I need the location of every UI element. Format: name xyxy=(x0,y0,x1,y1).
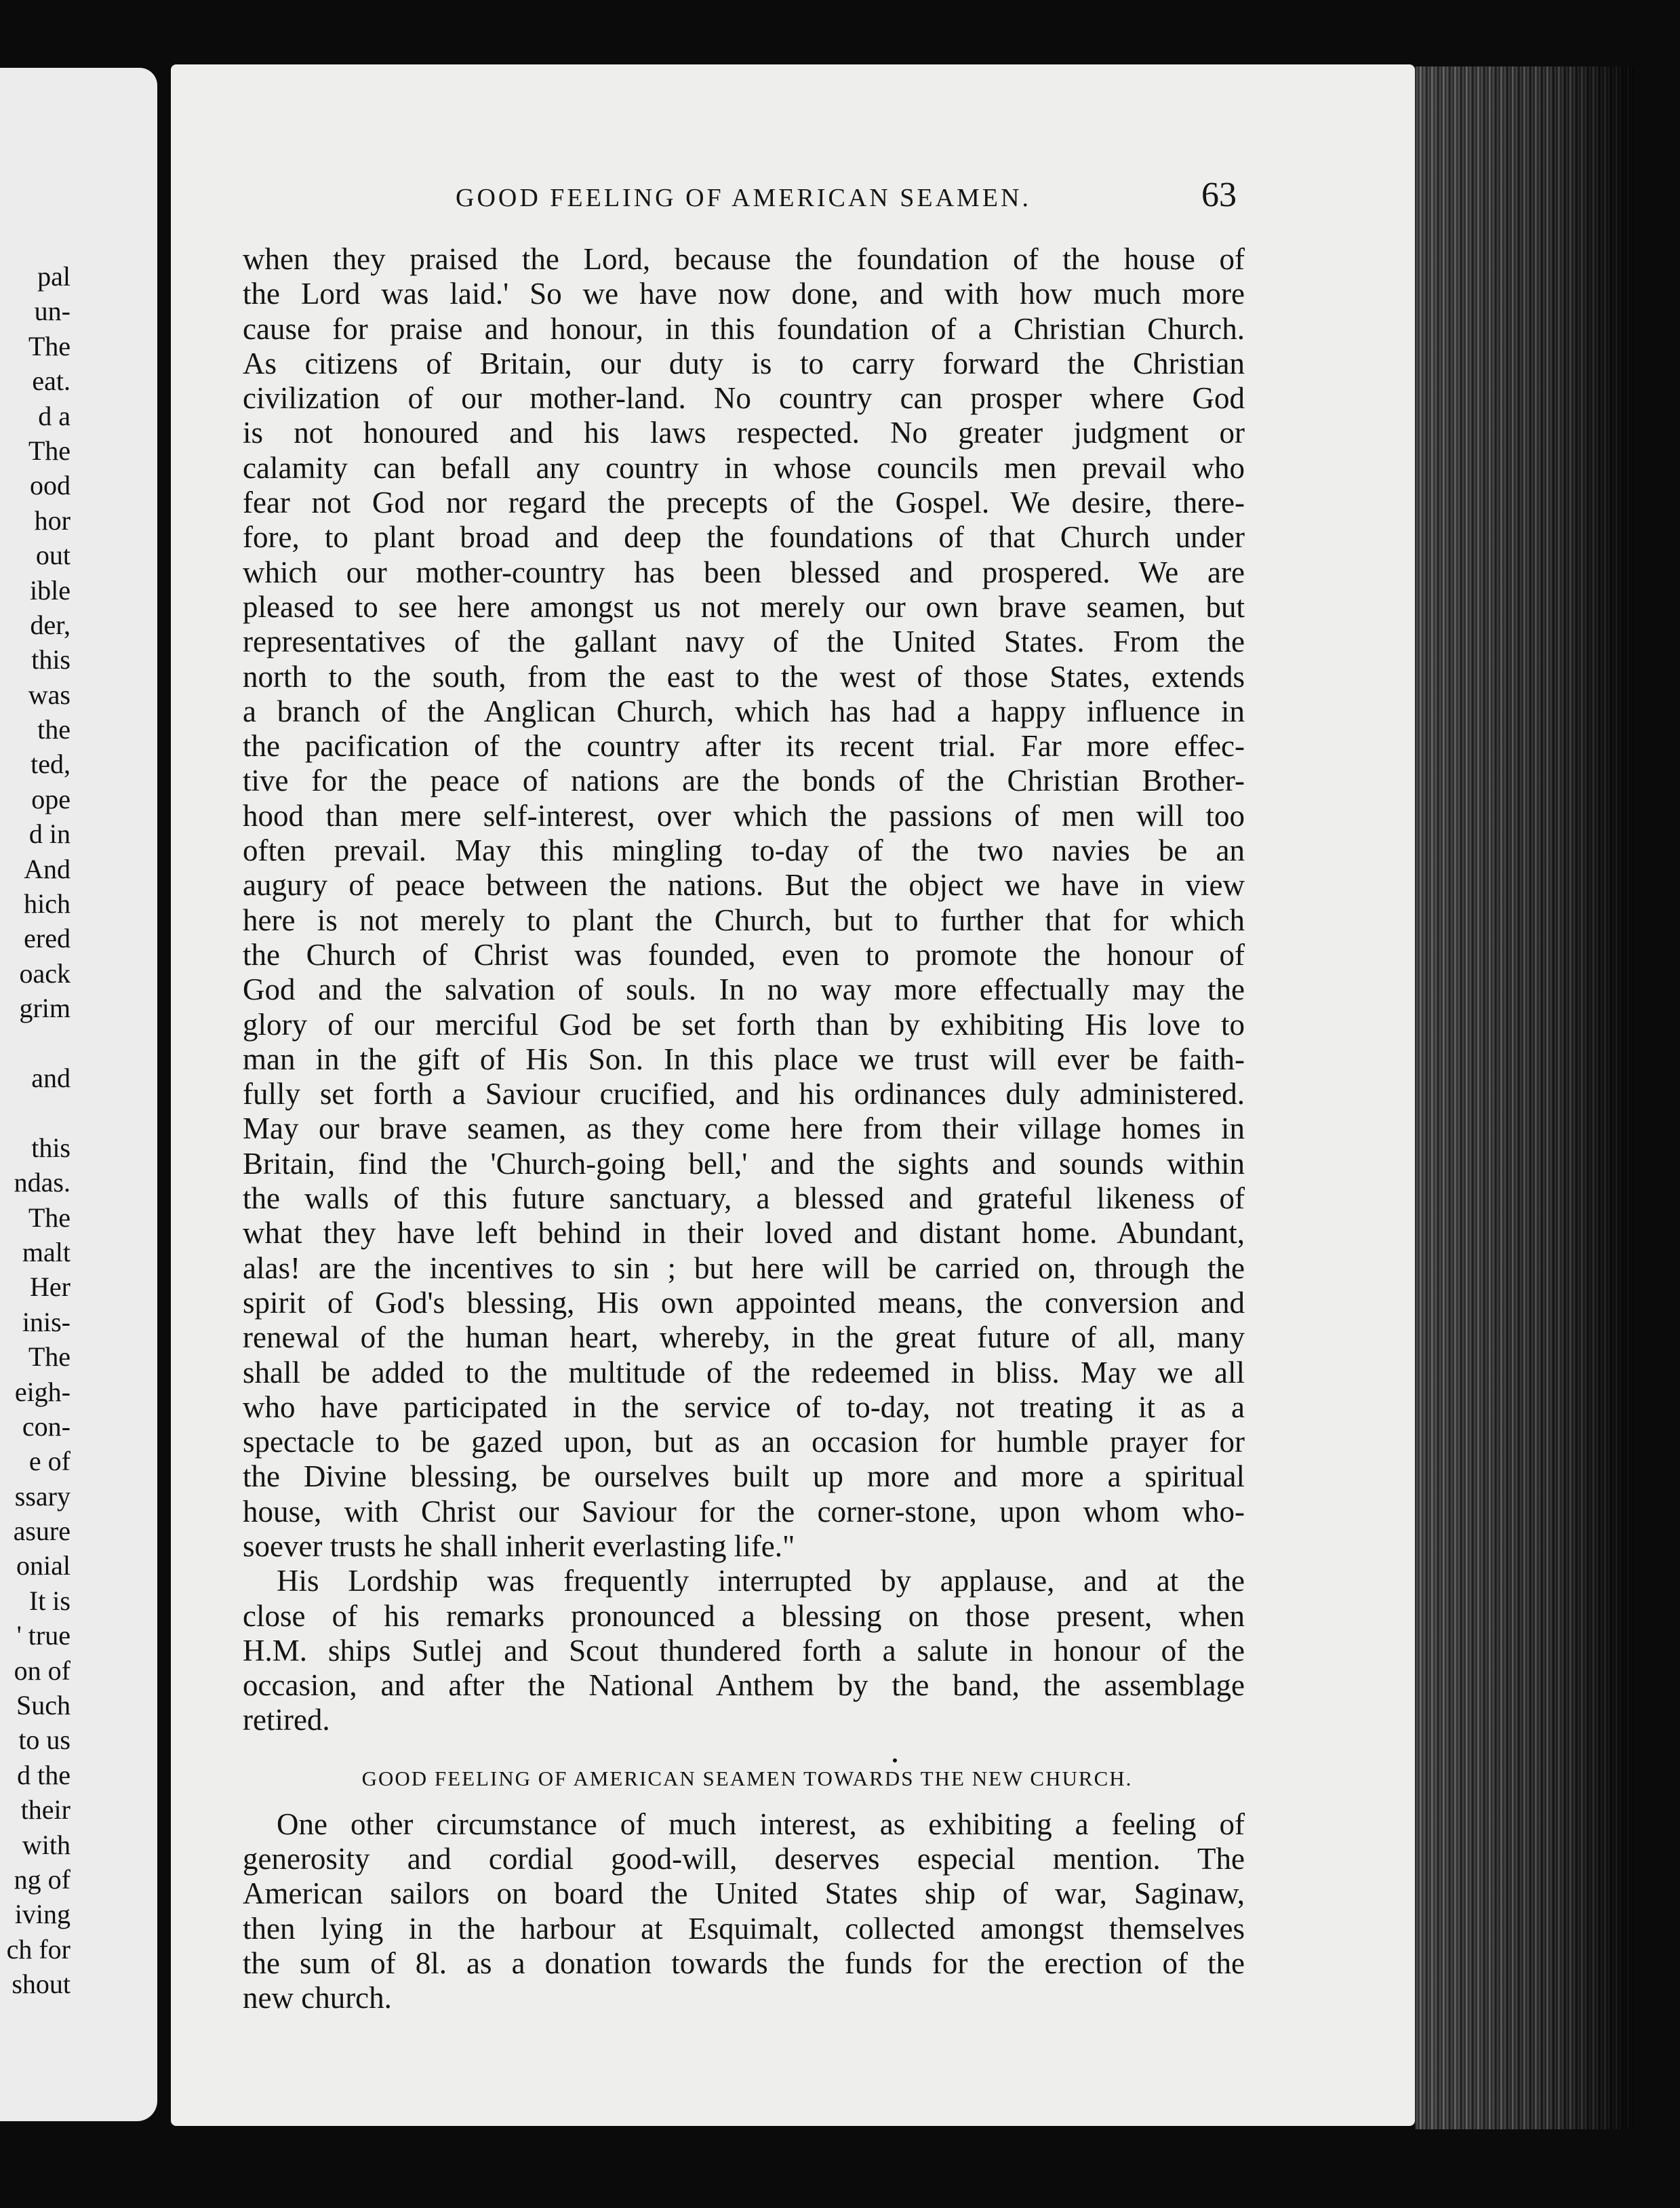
text-line: shall be added to the multitude of the redeemed in bliss. May we all xyxy=(243,1355,1245,1389)
text-line: calamity can befall any country in whose councils men prevail who xyxy=(243,450,1245,485)
text-line: new church. xyxy=(243,1981,392,2015)
text-line: generosity and cordial good-will, deserves especial mention. The xyxy=(243,1842,1245,1876)
left-page-line: ' true xyxy=(16,1620,71,1651)
left-page-line: to us xyxy=(18,1724,71,1756)
text-line: fear not God nor regard the precepts of the Gospel. We desire, there- xyxy=(243,486,1245,520)
left-page-line: con- xyxy=(22,1411,71,1442)
left-page-line: their xyxy=(20,1794,71,1826)
left-page-line: d the xyxy=(17,1759,71,1790)
left-page-line: The xyxy=(28,1341,71,1373)
body-text xyxy=(243,242,1245,2016)
text-line: fully set forth a Saviour crucified, and his ordinances duly administered. xyxy=(243,1077,1245,1111)
left-page-line: and xyxy=(31,1062,71,1093)
left-page-line: ood xyxy=(30,470,71,501)
left-page-line: ered xyxy=(24,923,71,954)
text-line: civilization of our mother-land. No country can prosper where God xyxy=(243,381,1245,416)
text-line: cause for praise and honour, in this foundation of a Christian Church. xyxy=(243,311,1245,346)
paragraph-speech xyxy=(243,242,1245,1564)
text-line: His Lordship was frequently interrupted by applause, and at the xyxy=(277,1564,1245,1598)
text-line: house, with Christ our Saviour for the corner-stone, upon whom who- xyxy=(243,1494,1245,1529)
left-page-line: this xyxy=(31,644,71,675)
text-line: representatives of the gallant navy of the United States. From the xyxy=(243,625,1245,659)
left-page-line: the xyxy=(37,714,71,745)
left-page-line: with xyxy=(22,1829,71,1860)
left-page-line: inis- xyxy=(22,1306,71,1337)
text-line: augury of peace between the nations. But the object we have in view xyxy=(243,868,1245,903)
left-page-line: un- xyxy=(34,296,71,327)
left-page-line: asure xyxy=(13,1516,71,1547)
text-line: the walls of this future sanctuary, a blessed and grateful likeness of xyxy=(243,1181,1245,1216)
left-page-line: pal xyxy=(37,261,71,292)
text-line: then lying in the harbour at Esquimalt, collected amongst themselves xyxy=(243,1911,1245,1946)
text-line: fore, to plant broad and deep the foundations of that Church under xyxy=(243,520,1245,555)
printer-dot xyxy=(893,1758,897,1762)
left-page-line xyxy=(0,1026,157,1061)
text-line: man in the gift of His Son. In this place we trust will ever be faith- xyxy=(243,1042,1245,1076)
left-page-line: hor xyxy=(34,505,71,536)
text-line: H.M. ships Sutlej and Scout thundered forth a salute in honour of the xyxy=(243,1633,1245,1668)
left-page-line: It is xyxy=(28,1585,71,1616)
text-line: As citizens of Britain, our duty is to carry forward the Christian xyxy=(243,346,1245,380)
left-page-line: ope xyxy=(31,783,71,814)
left-page-line: iving xyxy=(14,1899,71,1930)
left-page-line: der, xyxy=(30,609,71,640)
left-page-line: The xyxy=(28,435,71,466)
left-page-line: out xyxy=(35,540,71,571)
book-page xyxy=(171,64,1415,2126)
left-page-line: grim xyxy=(19,993,71,1024)
left-page-line: The xyxy=(28,1202,71,1233)
text-line: Britain, find the 'Church-going bell,' and the sights and sounds within xyxy=(243,1146,1245,1181)
left-page-line: onial xyxy=(16,1550,71,1581)
running-head: GOOD FEELING OF AMERICAN SEAMEN. xyxy=(456,184,1031,212)
text-line: north to the south, from the east to the west of those States, extends xyxy=(243,659,1245,694)
left-facing-page xyxy=(0,68,157,2121)
left-page-line: ng of xyxy=(14,1864,71,1895)
left-page-line: on of xyxy=(14,1655,71,1686)
page-header xyxy=(171,170,1415,224)
left-page-line: ted, xyxy=(31,749,71,780)
text-line: soever trusts he shall inherit everlasting life." xyxy=(243,1529,795,1563)
text-line: close of his remarks pronounced a blessing on those present, when xyxy=(243,1598,1245,1633)
left-page-line: hich xyxy=(24,888,71,920)
text-line: when they praised the Lord, because the foundation of the house of xyxy=(243,242,1245,276)
text-line: God and the salvation of souls. In no way more effectually may the xyxy=(243,972,1245,1007)
text-line: who have participated in the service of to-day, not treating it as a xyxy=(243,1389,1245,1424)
left-page-line: ch for xyxy=(6,1933,71,1965)
left-page-line: ible xyxy=(30,574,71,606)
left-page-text xyxy=(0,259,157,2002)
text-line: One other circumstance of much interest, as exhibiting a feeling of xyxy=(277,1807,1245,1841)
left-page-line: Her xyxy=(30,1271,71,1303)
left-page-line: The xyxy=(28,330,71,361)
text-line: a branch of the Anglican Church, which has had a happy influence in xyxy=(243,694,1245,728)
text-line: the Lord was laid.' So we have now done, and with how much more xyxy=(243,277,1245,311)
left-page-line: eigh- xyxy=(14,1376,71,1407)
text-line: tive for the peace of nations are the bonds of the Christian Brother- xyxy=(243,764,1245,798)
left-page-line: shout xyxy=(12,1969,71,2000)
left-page-line: e of xyxy=(28,1446,71,1477)
text-line: which our mother-country has been blessed and prospered. We are xyxy=(243,555,1245,589)
text-line: pleased to see here amongst us not merely our own brave seamen, but xyxy=(243,589,1245,624)
left-page-line: this xyxy=(31,1132,71,1163)
text-line: glory of our merciful God be set forth than by exhibiting His love to xyxy=(243,1007,1245,1042)
page-number: 63 xyxy=(1201,176,1237,214)
text-line: the Church of Christ was founded, even to promote the honour of xyxy=(243,937,1245,972)
left-page-line: d in xyxy=(28,819,71,850)
text-line: what they have left behind in their loved and distant home. Abundant, xyxy=(243,1216,1245,1250)
text-line: renewal of the human heart, whereby, in the great future of all, many xyxy=(243,1320,1245,1355)
left-page-line: Such xyxy=(16,1690,71,1721)
text-line: alas! are the incentives to sin ; but here will be carried on, through the xyxy=(243,1250,1245,1285)
page-edges-shadow xyxy=(1415,66,1634,2129)
left-page-line: oack xyxy=(19,958,71,989)
text-line: occasion, and after the National Anthem by the band, the assemblage xyxy=(243,1668,1245,1703)
left-page-line: ssary xyxy=(14,1480,71,1512)
left-page-line: eat. xyxy=(32,366,71,397)
text-line: here is not merely to plant the Church, but to further that for which xyxy=(243,903,1245,937)
text-line: the Divine blessing, be ourselves built up more and more a spiritual xyxy=(243,1459,1245,1494)
text-line: spectacle to be gazed upon, but as an occasion for humble prayer for xyxy=(243,1425,1245,1459)
text-line: often prevail. May this mingling to-day of the two navies be an xyxy=(243,833,1245,868)
left-page-line: ndas. xyxy=(14,1167,71,1198)
text-line: May our brave seamen, as they come here from their village homes in xyxy=(243,1111,1245,1146)
text-line: the pacification of the country after its recent trial. Far more effec- xyxy=(243,729,1245,764)
text-line: spirit of God's blessing, His own appointed means, the conversion and xyxy=(243,1285,1245,1320)
left-page-line: d a xyxy=(38,400,71,431)
left-page-line: And xyxy=(24,853,71,884)
text-line: hood than mere self-interest, over which the passions of men will too xyxy=(243,798,1245,833)
left-page-line: malt xyxy=(22,1236,71,1267)
text-line: American sailors on board the United States ship of war, Saginaw, xyxy=(243,1876,1245,1911)
paragraph-donation xyxy=(243,1807,1245,2016)
left-page-line: was xyxy=(28,679,71,710)
left-page-line xyxy=(0,1095,157,1130)
section-heading: GOOD FEELING OF AMERICAN SEAMEN TOWARDS THE NEW CHURCH. xyxy=(361,1766,1133,1790)
text-line: the sum of 8l. as a donation towards the funds for the erection of the xyxy=(243,1946,1245,1980)
text-line: retired. xyxy=(243,1703,330,1737)
paragraph-applause xyxy=(243,1564,1245,1737)
text-line: is not honoured and his laws respected. No greater judgment or xyxy=(243,416,1245,450)
